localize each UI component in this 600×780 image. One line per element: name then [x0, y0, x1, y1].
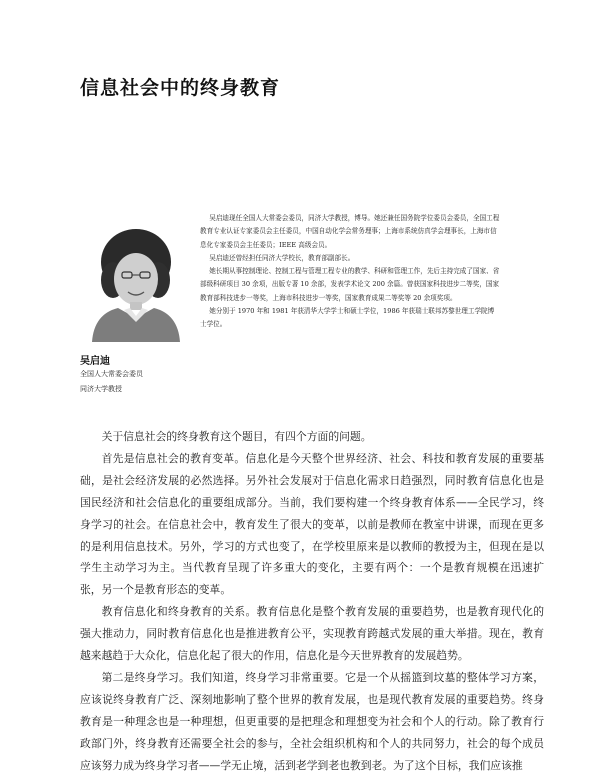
body-paragraph: 首先是信息社会的教育变革。信息化是今天整个世界经济、社会、科技和教育发展的重要基础，是社会经济发展的必然选择。另外社会发展对于信息化需求日趋强烈，同时教育信息化也是国民经济和社会信息化的重要组成部分。当前，我们要构建一个终身教育体系——全民学习，终身学习的社会。在信息社会中，教育发生了很大的变革，以前是教师在教室中讲课，而现在更多的是利用信息技术。另外，学习的方式也变了，在学校里原来是以教师的教授为主，但现在是以学生主动学习为主。当代教育呈现了许多重大的变化，主要有两个：一个是教育规模在迅速扩张，另一个是教育形态的变革。 [80, 451, 544, 597]
body-paragraph: 关于信息社会的终身教育这个题目，有四个方面的问题。 [101, 430, 372, 443]
bio-paragraph: 吴启迪现任全国人大常委会委员，同济大学教授，博导。她还兼任国务院学位委员会委员，全国工程教育专业认证专家委员会主任委员，中国自动化学会常务理事；上海市系统仿真学会理事长，上海市信息化专家委员会主任委员；IEEE 高级会员。 [200, 214, 500, 249]
article-body [80, 426, 544, 777]
bio-paragraph: 她分别于 1970 年和 1981 年获清华大学学士和硕士学位，1986 年获瑞士联邦苏黎世理工学院博士学位。 [200, 307, 495, 329]
author-role: 全国人大常委会委员 [80, 370, 143, 378]
author-role: 同济大学教授 [80, 385, 122, 393]
body-paragraph: 第二是终身学习。我们知道，终身学习非常重要。它是一个从摇篮到坟墓的整体学习方案，应该说终身教育广泛、深刻地影响了整个世界的教育发展，也是现代教育发展的重要趋势。终身教育是一种理念也是一种理想，但更重要的是把理念和理想变为社会和个人的行动。除了教育行政部门外，终身教育还需要全社会的参与，全社会组织机构和个人的共同努力，社会的每个成员应该努力成为终身学习者——学无止境，活到老学到老也教到老。为了这个目标，我们应该推 [80, 670, 544, 772]
bio-paragraph: 吴启迪还曾经担任同济大学校长，教育部副部长。 [209, 253, 355, 262]
author-portrait [80, 218, 192, 342]
author-bio [200, 212, 500, 332]
portrait-jacket [92, 308, 180, 342]
page-title: 信息社会中的终身教育 [80, 77, 281, 99]
portrait-face [114, 253, 158, 305]
bio-paragraph: 她长期从事控制理论、控制工程与管理工程专业的教学、科研和管理工作，先后主持完成了国家、省部级科研项目 30 余项，出版专著 10 余部，发表学术论文 200 余篇。曾获国家科技进步二等奖，国家教育部科技进步一等奖，上海市科技进步一等奖，国家教育成果二等奖等 20 余项奖项。 [200, 267, 500, 302]
author-name: 吴启迪 [80, 356, 110, 367]
body-paragraph: 教育信息化和终身教育的关系。教育信息化是整个教育发展的重要趋势，也是教育现代化的强大推动力，同时教育信息化也是推进教育公平，实现教育跨越式发展的重大举措。现在，教育越来越趋于大众化，信息化起了很大的作用，信息化是今天世界教育的发展趋势。 [80, 605, 544, 663]
